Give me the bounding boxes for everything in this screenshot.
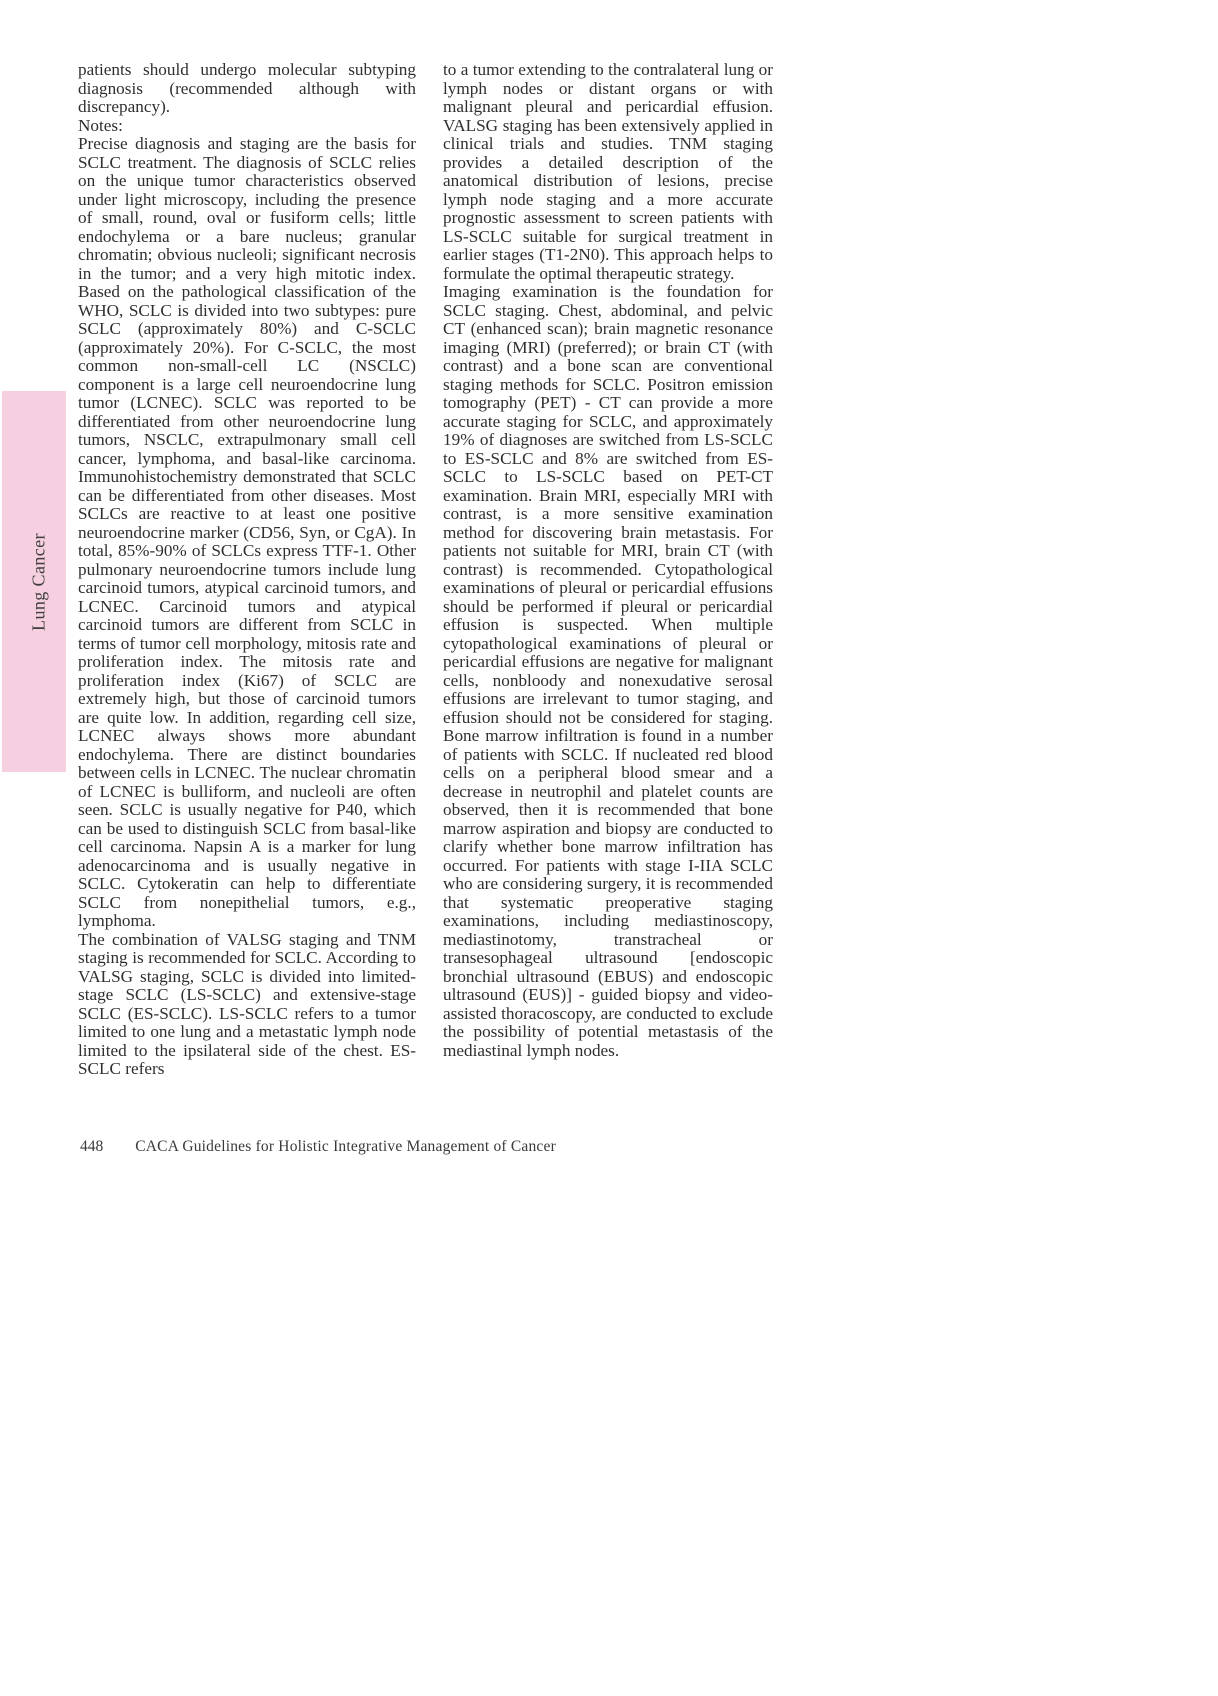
paragraph: Imaging examination is the foundation for SCLC staging. Chest, abdominal, and pelvic CT (enhanced scan); brain magnetic resonance imaging (MRI) (preferred); or brain CT (with contrast) and a bone scan are conventional staging methods for SCLC. Positron emission tomography (PET) - CT can provide a more accurate staging for SCLC, and approximately 19% of diagnoses are switched from LS-SCLC to ES-SCLC and 8% are switched from ES-SCLC to LS-SCLC based on PET-CT examination. Brain MRI, especially MRI with contrast, is a more sensitive examination method for discovering brain metastasis. For patients not suitable for MRI, brain CT (with contrast) is recommended. Cytopathological examinations of pleural or pericardial effusions should be performed if pleural or pericardial effusion is suspected. When multiple cytopathological examinations of pleural or pericardial effusions are negative for malignant cells, nonbloody and nonexudative serosal effusions are irrelevant to tumor staging, and effusion should not be considered for staging. Bone marrow infiltration is found in a number of patients with SCLC. If nucleated red blood cells on a peripheral blood smear and a decrease in neutrophil and platelet counts are observed, then it is recommended that bone marrow aspiration and biopsy are conducted to clarify whether bone marrow infiltration has occurred. For patients with stage I-IIA SCLC who are considering surgery, it is recommended that systematic preoperative staging examinations, including mediastinoscopy, mediastinotomy, transtracheal or transesophageal ultrasound [endoscopic bronchial ultrasound (EBUS) and endoscopic ultrasound (EUS)] - guided biopsy and video-assisted thoracoscopy, are conducted to exclude the possibility of potential metastasis of the mediastinal lymph nodes. <box>443 282 773 1060</box>
footer-book-title: CACA Guidelines for Holistic Integrative Management of Cancer <box>135 1138 556 1155</box>
paragraph: Notes: <box>78 115 123 135</box>
paragraph: Precise diagnosis and staging are the basis for SCLC treatment. The diagnosis of SCLC relies on the unique tumor characteristics observed under light microscopy, including the presence of small, round, oval or fusiform cells; little endochylema or a bare nucleus; granular chromatin; obvious nucleoli; significant necrosis in the tumor; and a very high mitotic index. Based on the pathological classification of the WHO, SCLC is divided into two subtypes: pure SCLC (approximately 80%) and C-SCLC (approximately 20%). For C-SCLC, the most common non-small-cell LC (NSCLC) component is a large cell neuroendocrine lung tumor (LCNEC). SCLC was reported to be differentiated from other neuroendocrine lung tumors, NSCLC, extrapulmonary small cell cancer, lymphoma, and basal-like carcinoma. Immunohistochemistry demonstrated that SCLC can be differentiated from other diseases. Most SCLCs are reactive to at least one positive neuroendocrine marker (CD56, Syn, or CgA). In total, 85%-90% of SCLCs express TTF-1. Other pulmonary neuroendocrine tumors include lung carcinoid tumors, atypical carcinoid tumors, and LCNEC. Carcinoid tumors and atypical carcinoid tumors are different from SCLC in terms of tumor cell morphology, mitosis rate and proliferation index. The mitosis rate and proliferation index (Ki67) of SCLC are extremely high, but those of carcinoid tumors are quite low. In addition, regarding cell size, LCNEC always shows more abundant endochylema. There are distinct boundaries between cells in LCNEC. The nuclear chromatin of LCNEC is bulliform, and nucleoli are often seen. SCLC is usually negative for P40, which can be used to distinguish SCLC from basal-like cell carcinoma. Napsin A is a marker for lung adenocarcinoma and is usually negative in SCLC. Cytokeratin can help to differentiate SCLC from nonepithelial tumors, e.g., lymphoma. <box>78 134 416 930</box>
page-number: 448 <box>80 1138 104 1155</box>
paragraph: to a tumor extending to the contralateral lung or lymph nodes or distant organs or with malignant pleural and pericardial effusion. VALSG staging has been extensively applied in clinical trials and studies. TNM staging provides a detailed description of the anatomical distribution of lesions, precise lymph node staging and a more accurate prognostic assessment to screen patients with LS-SCLC suitable for surgical treatment in earlier stages (T1-2N0). This approach helps to formulate the optimal therapeutic strategy. <box>443 60 773 283</box>
paragraph: The combination of VALSG staging and TNM staging is recommended for SCLC. According to VALSG staging, SCLC is divided into limited-stage SCLC (LS-SCLC) and extensive-stage SCLC (ES-SCLC). LS-SCLC refers to a tumor limited to one lung and a metastatic lymph node limited to the ipsilateral side of the chest. ES-SCLC refers <box>78 929 416 1078</box>
text-column-left <box>78 61 416 1079</box>
chapter-tab <box>2 391 66 772</box>
chapter-tab-label: Lung Cancer <box>28 532 49 631</box>
text-column-right <box>443 61 773 1060</box>
paragraph: patients should undergo molecular subtyping diagnosis (recommended although with discrepancy). <box>78 60 416 116</box>
page-footer <box>80 1138 556 1156</box>
